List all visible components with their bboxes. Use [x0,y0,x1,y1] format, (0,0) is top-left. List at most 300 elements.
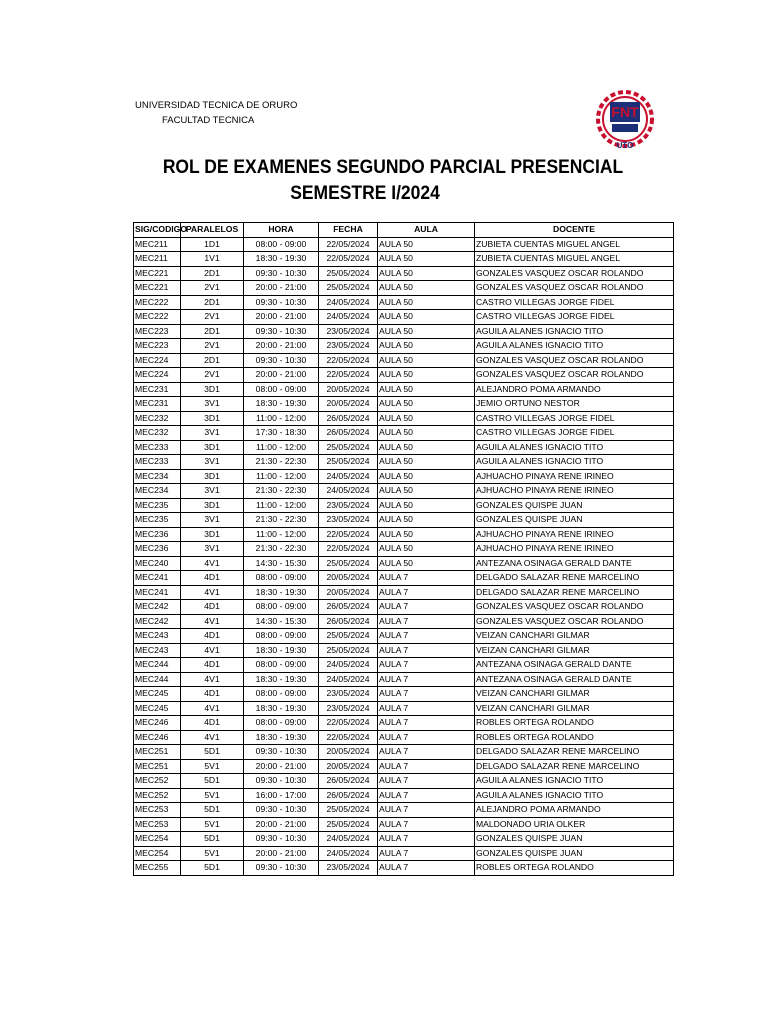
table-row [134,484,674,499]
cell-parallel: 2V1 [181,368,244,383]
cell-room: AULA 7 [378,745,475,760]
col-header-date: FECHA [319,223,378,238]
cell-time: 08:00 - 09:00 [244,571,319,586]
table-row [134,295,674,310]
cell-time: 11:00 - 12:00 [244,440,319,455]
cell-room: AULA 50 [378,455,475,470]
cell-time: 18:30 - 19:30 [244,397,319,412]
cell-date: 23/05/2024 [319,513,378,528]
cell-parallel: 4V1 [181,643,244,658]
cell-teacher: AJHUACHO PINAYA RENE IRINEO [475,527,674,542]
cell-parallel: 3D1 [181,469,244,484]
cell-room: AULA 50 [378,411,475,426]
cell-teacher: CASTRO VILLEGAS JORGE FIDEL [475,310,674,325]
table-row [134,716,674,731]
table-row [134,600,674,615]
cell-teacher: ROBLES ORTEGA ROLANDO [475,730,674,745]
cell-time: 18:30 - 19:30 [244,701,319,716]
cell-code: MEC223 [134,339,181,354]
cell-teacher: AGUILA ALANES IGNACIO TITO [475,440,674,455]
cell-parallel: 2D1 [181,266,244,281]
table-row [134,513,674,528]
cell-parallel: 5D1 [181,803,244,818]
cell-date: 26/05/2024 [319,614,378,629]
cell-date: 22/05/2024 [319,716,378,731]
cell-teacher: AGUILA ALANES IGNACIO TITO [475,788,674,803]
cell-room: AULA 7 [378,861,475,876]
table-row [134,774,674,789]
col-header-parallels: PARALELOS [181,223,244,238]
cell-code: MEC243 [134,629,181,644]
cell-time: 09:30 - 10:30 [244,266,319,281]
table-row [134,571,674,586]
col-header-time: HORA [244,223,319,238]
cell-date: 25/05/2024 [319,266,378,281]
cell-parallel: 4V1 [181,672,244,687]
cell-date: 24/05/2024 [319,295,378,310]
cell-date: 23/05/2024 [319,861,378,876]
cell-parallel: 2V1 [181,339,244,354]
cell-room: AULA 7 [378,730,475,745]
cell-room: AULA 7 [378,759,475,774]
cell-time: 09:30 - 10:30 [244,774,319,789]
logo-letters: FNT [611,104,639,120]
cell-date: 25/05/2024 [319,455,378,470]
cell-room: AULA 50 [378,440,475,455]
cell-room: AULA 7 [378,629,475,644]
cell-time: 11:00 - 12:00 [244,527,319,542]
cell-date: 25/05/2024 [319,440,378,455]
cell-teacher: VEIZAN CANCHARI GILMAR [475,629,674,644]
cell-code: MEC221 [134,266,181,281]
cell-time: 20:00 - 21:00 [244,846,319,861]
table-row [134,817,674,832]
cell-date: 24/05/2024 [319,846,378,861]
cell-time: 21:30 - 22:30 [244,542,319,557]
cell-date: 26/05/2024 [319,774,378,789]
cell-date: 20/05/2024 [319,382,378,397]
cell-time: 18:30 - 19:30 [244,672,319,687]
cell-teacher: ALEJANDRO POMA ARMANDO [475,382,674,397]
cell-date: 22/05/2024 [319,527,378,542]
cell-room: AULA 50 [378,469,475,484]
cell-date: 20/05/2024 [319,571,378,586]
cell-teacher: GONZALES QUISPE JUAN [475,832,674,847]
cell-room: AULA 50 [378,484,475,499]
table-row [134,324,674,339]
table-row [134,643,674,658]
cell-time: 17:30 - 18:30 [244,426,319,441]
table-row [134,614,674,629]
cell-room: AULA 7 [378,585,475,600]
cell-date: 23/05/2024 [319,339,378,354]
table-row [134,310,674,325]
table-row [134,832,674,847]
cell-room: AULA 50 [378,353,475,368]
cell-teacher: ROBLES ORTEGA ROLANDO [475,861,674,876]
cell-date: 23/05/2024 [319,324,378,339]
cell-date: 25/05/2024 [319,817,378,832]
table-row [134,701,674,716]
col-header-teacher: DOCENTE [475,223,674,238]
cell-teacher: CASTRO VILLEGAS JORGE FIDEL [475,411,674,426]
cell-time: 08:00 - 09:00 [244,716,319,731]
cell-code: MEC242 [134,614,181,629]
cell-time: 08:00 - 09:00 [244,600,319,615]
cell-parallel: 2D1 [181,353,244,368]
cell-teacher: ANTEZANA OSINAGA GERALD DANTE [475,556,674,571]
cell-teacher: AGUILA ALANES IGNACIO TITO [475,455,674,470]
cell-code: MEC253 [134,817,181,832]
cell-room: AULA 50 [378,281,475,296]
cell-parallel: 3D1 [181,498,244,513]
cell-code: MEC236 [134,542,181,557]
cell-date: 25/05/2024 [319,281,378,296]
cell-time: 09:30 - 10:30 [244,324,319,339]
table-row [134,846,674,861]
cell-parallel: 4V1 [181,556,244,571]
cell-parallel: 1D1 [181,237,244,252]
cell-date: 26/05/2024 [319,788,378,803]
table-row [134,585,674,600]
cell-date: 24/05/2024 [319,832,378,847]
table-row [134,353,674,368]
table-row [134,411,674,426]
cell-time: 09:30 - 10:30 [244,295,319,310]
table-row [134,397,674,412]
cell-date: 20/05/2024 [319,745,378,760]
cell-code: MEC233 [134,455,181,470]
cell-time: 14:30 - 15:30 [244,556,319,571]
cell-date: 23/05/2024 [319,498,378,513]
cell-code: MEC252 [134,788,181,803]
cell-code: MEC236 [134,527,181,542]
cell-parallel: 5V1 [181,817,244,832]
table-row [134,687,674,702]
university-name: UNIVERSIDAD TECNICA DE ORURO [135,100,298,111]
cell-teacher: AJHUACHO PINAYA RENE IRINEO [475,484,674,499]
cell-date: 25/05/2024 [319,803,378,818]
cell-date: 25/05/2024 [319,556,378,571]
table-row [134,266,674,281]
cell-time: 21:30 - 22:30 [244,484,319,499]
cell-teacher: DELGADO SALAZAR RENE MARCELINO [475,745,674,760]
table-row [134,426,674,441]
cell-teacher: ZUBIETA CUENTAS MIGUEL ANGEL [475,237,674,252]
cell-room: AULA 50 [378,237,475,252]
cell-room: AULA 50 [378,382,475,397]
cell-parallel: 5V1 [181,759,244,774]
cell-date: 24/05/2024 [319,484,378,499]
table-row [134,745,674,760]
cell-parallel: 3V1 [181,484,244,499]
cell-date: 25/05/2024 [319,629,378,644]
cell-room: AULA 50 [378,397,475,412]
cell-time: 20:00 - 21:00 [244,339,319,354]
cell-room: AULA 7 [378,774,475,789]
cell-parallel: 3V1 [181,513,244,528]
cell-time: 08:00 - 09:00 [244,237,319,252]
faculty-logo [584,86,666,152]
cell-teacher: AJHUACHO PINAYA RENE IRINEO [475,542,674,557]
table-row [134,339,674,354]
cell-room: AULA 7 [378,600,475,615]
cell-code: MEC251 [134,759,181,774]
document-title: ROL DE EXAMENES SEGUNDO PARCIAL PRESENCIAL [162,157,624,178]
cell-time: 09:30 - 10:30 [244,353,319,368]
cell-code: MEC231 [134,382,181,397]
col-header-code: SIG/CODIGO [134,223,181,238]
cell-date: 26/05/2024 [319,600,378,615]
cell-parallel: 3D1 [181,440,244,455]
cell-room: AULA 7 [378,803,475,818]
cell-code: MEC242 [134,600,181,615]
table-row [134,759,674,774]
document-subtitle: SEMESTRE I/2024 [290,183,440,204]
cell-date: 20/05/2024 [319,759,378,774]
cell-time: 18:30 - 19:30 [244,730,319,745]
cell-parallel: 3V1 [181,542,244,557]
cell-code: MEC254 [134,832,181,847]
cell-room: AULA 7 [378,832,475,847]
cell-teacher: GONZALES QUISPE JUAN [475,498,674,513]
cell-room: AULA 7 [378,643,475,658]
logo-bottom-text: UTO [616,141,634,150]
cell-time: 08:00 - 09:00 [244,382,319,397]
table-row [134,803,674,818]
cell-parallel: 4V1 [181,701,244,716]
cell-parallel: 3V1 [181,397,244,412]
cell-parallel: 5V1 [181,788,244,803]
cell-parallel: 2V1 [181,310,244,325]
cell-room: AULA 7 [378,788,475,803]
cell-teacher: CASTRO VILLEGAS JORGE FIDEL [475,295,674,310]
cell-time: 20:00 - 21:00 [244,281,319,296]
cell-teacher: GONZALES VASQUEZ OSCAR ROLANDO [475,614,674,629]
cell-parallel: 5D1 [181,774,244,789]
table-row [134,556,674,571]
cell-time: 18:30 - 19:30 [244,585,319,600]
cell-code: MEC253 [134,803,181,818]
cell-code: MEC222 [134,295,181,310]
table-row [134,861,674,876]
cell-time: 20:00 - 21:00 [244,310,319,325]
cell-room: AULA 7 [378,672,475,687]
cell-code: MEC224 [134,353,181,368]
cell-teacher: DELGADO SALAZAR RENE MARCELINO [475,585,674,600]
cell-teacher: AGUILA ALANES IGNACIO TITO [475,324,674,339]
table-row [134,629,674,644]
cell-room: AULA 50 [378,513,475,528]
cell-time: 08:00 - 09:00 [244,687,319,702]
cell-date: 26/05/2024 [319,411,378,426]
cell-room: AULA 7 [378,614,475,629]
cell-code: MEC241 [134,585,181,600]
cell-date: 23/05/2024 [319,701,378,716]
cell-code: MEC235 [134,513,181,528]
cell-parallel: 4D1 [181,600,244,615]
table-row [134,658,674,673]
cell-teacher: GONZALES QUISPE JUAN [475,513,674,528]
cell-time: 11:00 - 12:00 [244,498,319,513]
cell-time: 09:30 - 10:30 [244,832,319,847]
cell-teacher: VEIZAN CANCHARI GILMAR [475,643,674,658]
cell-code: MEC231 [134,397,181,412]
cell-date: 22/05/2024 [319,237,378,252]
table-row [134,730,674,745]
cell-date: 22/05/2024 [319,730,378,745]
cell-code: MEC234 [134,469,181,484]
col-header-room: AULA [378,223,475,238]
cell-parallel: 4D1 [181,629,244,644]
cell-time: 21:30 - 22:30 [244,513,319,528]
cell-time: 11:00 - 12:00 [244,411,319,426]
exam-schedule-table [133,222,674,876]
cell-time: 20:00 - 21:00 [244,759,319,774]
cell-room: AULA 7 [378,846,475,861]
cell-teacher: JEMIO ORTUNO NESTOR [475,397,674,412]
cell-time: 08:00 - 09:00 [244,629,319,644]
cell-parallel: 3D1 [181,527,244,542]
cell-code: MEC232 [134,426,181,441]
cell-parallel: 5D1 [181,745,244,760]
cell-time: 11:00 - 12:00 [244,469,319,484]
cell-teacher: DELGADO SALAZAR RENE MARCELINO [475,571,674,586]
cell-code: MEC251 [134,745,181,760]
cell-time: 21:30 - 22:30 [244,455,319,470]
cell-code: MEC211 [134,237,181,252]
cell-date: 25/05/2024 [319,643,378,658]
table-row [134,440,674,455]
cell-teacher: GONZALES VASQUEZ OSCAR ROLANDO [475,353,674,368]
cell-room: AULA 50 [378,252,475,267]
cell-code: MEC245 [134,701,181,716]
cell-room: AULA 7 [378,716,475,731]
cell-parallel: 3D1 [181,411,244,426]
cell-teacher: VEIZAN CANCHARI GILMAR [475,701,674,716]
cell-parallel: 3V1 [181,426,244,441]
cell-code: MEC246 [134,716,181,731]
cell-parallel: 4D1 [181,716,244,731]
cell-code: MEC233 [134,440,181,455]
cell-teacher: GONZALES VASQUEZ OSCAR ROLANDO [475,368,674,383]
cell-time: 20:00 - 21:00 [244,817,319,832]
cell-date: 24/05/2024 [319,310,378,325]
table-row [134,455,674,470]
cell-parallel: 3D1 [181,382,244,397]
cell-date: 24/05/2024 [319,658,378,673]
cell-teacher: ANTEZANA OSINAGA GERALD DANTE [475,658,674,673]
cell-time: 18:30 - 19:30 [244,643,319,658]
faculty-name: FACULTAD TECNICA [162,115,255,126]
cell-parallel: 2D1 [181,295,244,310]
cell-room: AULA 50 [378,310,475,325]
cell-time: 14:30 - 15:30 [244,614,319,629]
cell-parallel: 2V1 [181,281,244,296]
cell-parallel: 4V1 [181,730,244,745]
cell-code: MEC222 [134,310,181,325]
cell-teacher: ZUBIETA CUENTAS MIGUEL ANGEL [475,252,674,267]
table-row [134,788,674,803]
cell-date: 22/05/2024 [319,252,378,267]
cell-parallel: 4D1 [181,658,244,673]
cell-teacher: ANTEZANA OSINAGA GERALD DANTE [475,672,674,687]
cell-room: AULA 50 [378,295,475,310]
cell-room: AULA 50 [378,542,475,557]
cell-code: MEC211 [134,252,181,267]
cell-teacher: GONZALES QUISPE JUAN [475,846,674,861]
table-row [134,672,674,687]
cell-room: AULA 50 [378,266,475,281]
cell-code: MEC221 [134,281,181,296]
cell-code: MEC246 [134,730,181,745]
cell-code: MEC245 [134,687,181,702]
cell-code: MEC224 [134,368,181,383]
cell-teacher: AGUILA ALANES IGNACIO TITO [475,339,674,354]
table-row [134,382,674,397]
cell-teacher: DELGADO SALAZAR RENE MARCELINO [475,759,674,774]
cell-time: 09:30 - 10:30 [244,745,319,760]
cell-date: 20/05/2024 [319,397,378,412]
cell-parallel: 4V1 [181,585,244,600]
table-row [134,237,674,252]
cell-date: 20/05/2024 [319,585,378,600]
table-row [134,281,674,296]
cell-room: AULA 50 [378,498,475,513]
cell-date: 24/05/2024 [319,672,378,687]
table-row [134,469,674,484]
cell-code: MEC255 [134,861,181,876]
cell-code: MEC240 [134,556,181,571]
cell-parallel: 4D1 [181,687,244,702]
cell-time: 18:30 - 19:30 [244,252,319,267]
cell-code: MEC232 [134,411,181,426]
cell-time: 16:00 - 17:00 [244,788,319,803]
cell-teacher: AJHUACHO PINAYA RENE IRINEO [475,469,674,484]
table-row [134,527,674,542]
cell-code: MEC244 [134,658,181,673]
cell-code: MEC243 [134,643,181,658]
cell-teacher: GONZALES VASQUEZ OSCAR ROLANDO [475,266,674,281]
cell-room: AULA 7 [378,687,475,702]
cell-date: 22/05/2024 [319,353,378,368]
cell-room: AULA 7 [378,817,475,832]
table-row [134,498,674,513]
cell-room: AULA 50 [378,426,475,441]
cell-parallel: 4D1 [181,571,244,586]
cell-room: AULA 50 [378,556,475,571]
cell-code: MEC223 [134,324,181,339]
cell-teacher: MALDONADO URIA OLKER [475,817,674,832]
cell-parallel: 4V1 [181,614,244,629]
cell-parallel: 5D1 [181,832,244,847]
table-row [134,252,674,267]
cell-room: AULA 50 [378,527,475,542]
cell-time: 08:00 - 09:00 [244,658,319,673]
cell-date: 22/05/2024 [319,542,378,557]
cell-teacher: ALEJANDRO POMA ARMANDO [475,803,674,818]
cell-room: AULA 7 [378,658,475,673]
cell-room: AULA 50 [378,324,475,339]
cell-code: MEC235 [134,498,181,513]
cell-parallel: 5V1 [181,846,244,861]
cell-parallel: 1V1 [181,252,244,267]
cell-teacher: CASTRO VILLEGAS JORGE FIDEL [475,426,674,441]
cell-teacher: VEIZAN CANCHARI GILMAR [475,687,674,702]
cell-code: MEC234 [134,484,181,499]
cell-teacher: AGUILA ALANES IGNACIO TITO [475,774,674,789]
cell-code: MEC241 [134,571,181,586]
